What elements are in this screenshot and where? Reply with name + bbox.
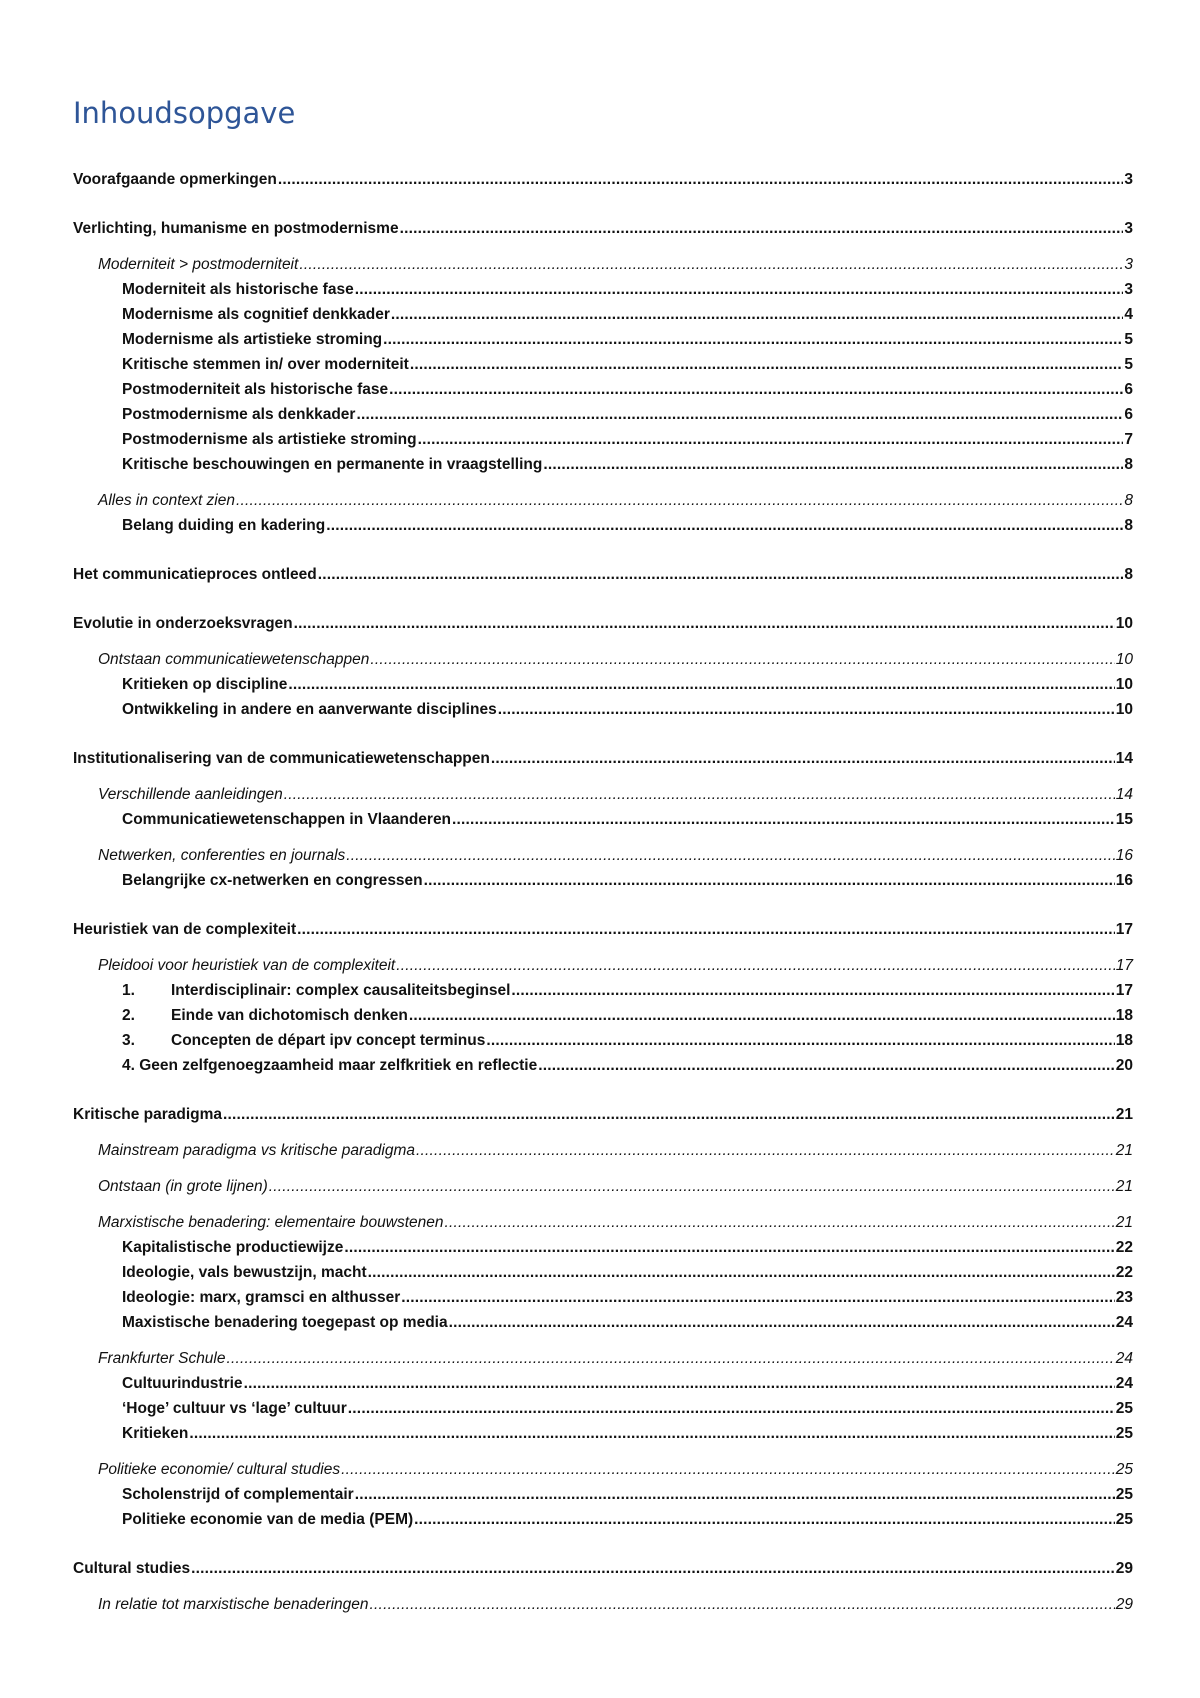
toc-title: Inhoudsopgave — [73, 96, 296, 130]
toc-entry[interactable] — [73, 1482, 1133, 1507]
toc-entry-label: Modernisme als artistieke stroming — [122, 331, 383, 348]
toc-entry[interactable] — [73, 562, 1133, 587]
toc-entry-label: Cultuurindustrie — [122, 1375, 243, 1392]
toc-entry-label: Marxistische benadering: elementaire bouwstenen — [98, 1214, 444, 1231]
toc-entry[interactable] — [73, 452, 1133, 477]
toc-entry[interactable] — [73, 1346, 1133, 1371]
toc-entry-page-number: 6 — [1124, 381, 1133, 398]
toc-entry-label: Belang duiding en kadering — [122, 517, 326, 534]
toc-entry-page-number: 23 — [1115, 1289, 1133, 1306]
dot-leader — [383, 327, 1123, 352]
toc-entry-page-number: 10 — [1115, 615, 1133, 632]
toc-entry-page-number: 8 — [1124, 456, 1133, 473]
toc-entry-label: Verlichting, humanisme en postmodernisme — [73, 220, 399, 237]
dot-leader — [318, 562, 1124, 587]
toc-entry-label: Politieke economie/ cultural studies — [98, 1461, 341, 1478]
document-page — [73, 96, 1133, 1617]
dot-leader — [348, 1396, 1115, 1421]
toc-entry[interactable] — [73, 917, 1133, 942]
toc-entry[interactable] — [73, 1003, 1133, 1028]
toc-entry[interactable] — [73, 782, 1133, 807]
toc-entry[interactable] — [73, 1028, 1133, 1053]
toc-entry-page-number: 8 — [1124, 517, 1133, 534]
dot-leader — [189, 1421, 1114, 1446]
toc-entry-page-number: 25 — [1115, 1400, 1133, 1417]
toc-entry[interactable] — [73, 1285, 1133, 1310]
toc-entry-number: 3. — [122, 1032, 135, 1049]
toc-entry[interactable] — [73, 377, 1133, 402]
dot-leader — [269, 1174, 1115, 1199]
toc-entry[interactable] — [73, 647, 1133, 672]
dot-leader — [400, 216, 1124, 241]
toc-entry-label: Communicatiewetenschappen in Vlaanderen — [122, 811, 452, 828]
toc-entry-page-number: 16 — [1115, 847, 1133, 864]
dot-leader — [424, 868, 1115, 893]
toc-entry-page-number: 16 — [1115, 872, 1133, 889]
toc-entry-label: Ontstaan (in grote lijnen) — [98, 1178, 268, 1195]
toc-entry[interactable] — [73, 216, 1133, 241]
toc-entry-page-number: 10 — [1115, 676, 1133, 693]
toc-entry-label: Heuristiek van de complexiteit — [73, 921, 297, 938]
toc-entry-label: ‘Hoge’ cultuur vs ‘lage’ cultuur — [122, 1400, 347, 1417]
dot-leader — [227, 1346, 1115, 1371]
toc-entry-label: Pleidooi voor heuristiek van de complexiteit — [98, 957, 396, 974]
toc-entry-label — [122, 1003, 408, 1028]
dot-leader — [288, 672, 1114, 697]
toc-entry-page-number: 29 — [1115, 1560, 1133, 1577]
toc-entry[interactable] — [73, 1102, 1133, 1127]
dot-leader — [223, 1102, 1115, 1127]
toc-entry-text: Einde van dichotomisch denken — [171, 1007, 408, 1024]
dot-leader — [297, 917, 1115, 942]
toc-entry[interactable] — [73, 277, 1133, 302]
dot-leader — [355, 1482, 1115, 1507]
toc-entry-page-number: 25 — [1115, 1511, 1133, 1528]
toc-entry[interactable] — [73, 402, 1133, 427]
toc-entry-page-number: 17 — [1115, 921, 1133, 938]
toc-entry-page-number: 22 — [1115, 1239, 1133, 1256]
toc-entry[interactable] — [73, 1507, 1133, 1532]
dot-leader — [344, 1235, 1114, 1260]
toc-entry-page-number: 10 — [1115, 651, 1133, 668]
toc-entry-page-number: 15 — [1115, 811, 1133, 828]
toc-entry-label: Frankfurter Schule — [98, 1350, 226, 1367]
dot-leader — [370, 647, 1114, 672]
toc-entry-page-number: 14 — [1115, 786, 1133, 803]
dot-leader — [391, 302, 1123, 327]
toc-entry[interactable] — [73, 1210, 1133, 1235]
toc-entry[interactable] — [73, 746, 1133, 771]
dot-leader — [356, 402, 1123, 427]
toc-entry-page-number: 21 — [1115, 1178, 1133, 1195]
toc-entry[interactable] — [73, 1457, 1133, 1482]
toc-entry-page-number: 3 — [1124, 171, 1133, 188]
toc-entry-label: Kritische paradigma — [73, 1106, 223, 1123]
toc-entry[interactable] — [73, 427, 1133, 452]
dot-leader — [410, 352, 1124, 377]
dot-leader — [414, 1507, 1115, 1532]
dot-leader — [370, 1592, 1115, 1617]
toc-entry-label: Het communicatieproces ontleed — [73, 566, 317, 583]
dot-leader — [396, 953, 1115, 978]
toc-entry-label: Politieke economie van de media (PEM) — [122, 1511, 414, 1528]
toc-entry-label: Modernisme als cognitief denkkader — [122, 306, 390, 323]
toc-entry[interactable] — [73, 1421, 1133, 1446]
toc-entry-label: Ideologie: marx, gramsci en althusser — [122, 1289, 401, 1306]
toc-entry-label: Ontwikkeling in andere en aanverwante disciplines — [122, 701, 497, 718]
toc-entry-label: Cultural studies — [73, 1560, 191, 1577]
toc-entry-page-number: 21 — [1115, 1214, 1133, 1231]
toc-entry-page-number: 25 — [1115, 1461, 1133, 1478]
toc-entry[interactable] — [73, 1235, 1133, 1260]
toc-entry-label: Ideologie, vals bewustzijn, macht — [122, 1264, 367, 1281]
toc-entry-label: Ontstaan communicatiewetenschappen — [98, 651, 370, 668]
dot-leader — [409, 1003, 1115, 1028]
dot-leader — [498, 697, 1115, 722]
toc-entry-text: Concepten de départ ipv concept terminus — [171, 1032, 486, 1049]
toc-entry-label: Netwerken, conferenties en journals — [98, 847, 346, 864]
dot-leader — [389, 377, 1123, 402]
dot-leader — [341, 1457, 1115, 1482]
toc-entry[interactable] — [73, 302, 1133, 327]
toc-entry-page-number: 18 — [1115, 1007, 1133, 1024]
toc-entry[interactable] — [73, 978, 1133, 1003]
toc-entry[interactable] — [73, 1556, 1133, 1581]
dot-leader — [511, 978, 1114, 1003]
dot-leader — [368, 1260, 1115, 1285]
toc-entry[interactable] — [73, 1260, 1133, 1285]
toc-entry-label: Institutionalisering van de communicatiewetenschappen — [73, 750, 490, 767]
toc-entry-label: Verschillende aanleidingen — [98, 786, 283, 803]
toc-entry-label: Postmodernisme als denkkader — [122, 406, 356, 423]
toc-entry[interactable] — [73, 697, 1133, 722]
dot-leader — [452, 807, 1115, 832]
toc-entry-page-number: 14 — [1115, 750, 1133, 767]
toc-entry-page-number: 8 — [1124, 492, 1133, 509]
dot-leader — [416, 1138, 1115, 1163]
dot-leader — [355, 277, 1124, 302]
dot-leader — [449, 1310, 1115, 1335]
toc-entry-page-number: 21 — [1115, 1142, 1133, 1159]
dot-leader — [299, 252, 1123, 277]
toc-entry-label: Moderniteit > postmoderniteit — [98, 256, 299, 273]
toc-entry-page-number: 3 — [1124, 220, 1133, 237]
toc-entry[interactable] — [73, 672, 1133, 697]
toc-entry[interactable] — [73, 1138, 1133, 1163]
toc-entry-label: Belangrijke cx-netwerken en congressen — [122, 872, 423, 889]
toc-entry-text: Interdisciplinair: complex causaliteitsbeginsel — [171, 982, 511, 999]
dot-leader — [294, 611, 1115, 636]
toc-entry-page-number: 25 — [1115, 1486, 1133, 1503]
toc-entry-number: 2. — [122, 1007, 135, 1024]
dot-leader — [326, 513, 1123, 538]
dot-leader — [401, 1285, 1115, 1310]
toc-entry-page-number: 22 — [1115, 1264, 1133, 1281]
toc-entry-page-number: 17 — [1115, 982, 1133, 999]
toc-entry-page-number: 25 — [1115, 1425, 1133, 1442]
toc-entry[interactable] — [73, 807, 1133, 832]
toc-entry[interactable] — [73, 1310, 1133, 1335]
dot-leader — [418, 427, 1124, 452]
toc-entry-page-number: 3 — [1124, 256, 1133, 273]
toc-entry[interactable] — [73, 1053, 1133, 1078]
toc-entry-label: Postmodernisme als artistieke stroming — [122, 431, 417, 448]
dot-leader — [346, 843, 1114, 868]
toc-entry[interactable] — [73, 1371, 1133, 1396]
toc-entry[interactable] — [73, 488, 1133, 513]
toc-entry-page-number: 3 — [1124, 281, 1133, 298]
toc-entry-label: Kritische stemmen in/ over moderniteit — [122, 356, 409, 373]
toc-entry-page-number: 21 — [1115, 1106, 1133, 1123]
toc-entry-page-number: 8 — [1124, 566, 1133, 583]
toc-entry-page-number: 18 — [1115, 1032, 1133, 1049]
toc-entry-page-number: 24 — [1115, 1375, 1133, 1392]
toc-entry-label: Scholenstrijd of complementair — [122, 1486, 354, 1503]
dot-leader — [191, 1556, 1115, 1581]
toc-entry[interactable] — [73, 1174, 1133, 1199]
toc-entry-page-number: 4 — [1124, 306, 1133, 323]
toc-entry-label: In relatie tot marxistische benaderingen — [98, 1596, 369, 1613]
dot-leader — [284, 782, 1115, 807]
toc-entry-page-number: 24 — [1115, 1350, 1133, 1367]
toc-entry-label: Mainstream paradigma vs kritische paradigma — [98, 1142, 416, 1159]
toc-entry-number: 1. — [122, 982, 135, 999]
toc-entry-page-number: 5 — [1124, 331, 1133, 348]
dot-leader — [486, 1028, 1114, 1053]
toc-entry[interactable] — [73, 868, 1133, 893]
dot-leader — [236, 488, 1123, 513]
dot-leader — [278, 167, 1124, 192]
toc-entry[interactable] — [73, 843, 1133, 868]
toc-entry-label: Kritieken — [122, 1425, 189, 1442]
toc-entry-label: Voorafgaande opmerkingen — [73, 171, 277, 188]
dot-leader — [543, 452, 1123, 477]
dot-leader — [491, 746, 1115, 771]
toc-entry[interactable] — [73, 513, 1133, 538]
toc-entry[interactable] — [73, 352, 1133, 377]
toc-list — [73, 167, 1133, 1617]
toc-entry-page-number: 29 — [1115, 1596, 1133, 1613]
toc-entry-page-number: 5 — [1124, 356, 1133, 373]
toc-entry-page-number: 20 — [1115, 1057, 1133, 1074]
toc-entry[interactable] — [73, 1396, 1133, 1421]
toc-entry-label: Kritische beschouwingen en permanente in vraagstelling — [122, 456, 543, 473]
toc-entry-label — [122, 1028, 485, 1053]
toc-entry-label: 4. Geen zelfgenoegzaamheid maar zelfkritiek en reflectie — [122, 1057, 538, 1074]
toc-entry[interactable] — [73, 167, 1133, 192]
toc-entry[interactable] — [73, 1592, 1133, 1617]
toc-entry-label: Postmoderniteit als historische fase — [122, 381, 389, 398]
toc-entry[interactable] — [73, 611, 1133, 636]
toc-entry-page-number: 7 — [1124, 431, 1133, 448]
toc-entry-label: Kritieken op discipline — [122, 676, 288, 693]
toc-entry[interactable] — [73, 953, 1133, 978]
toc-entry-label: Alles in context zien — [98, 492, 235, 509]
toc-entry-page-number: 10 — [1115, 701, 1133, 718]
toc-entry-label: Moderniteit als historische fase — [122, 281, 354, 298]
toc-entry[interactable] — [73, 252, 1133, 277]
toc-entry-label — [122, 978, 510, 1003]
toc-entry-page-number: 24 — [1115, 1314, 1133, 1331]
toc-entry-page-number: 6 — [1124, 406, 1133, 423]
toc-entry-label: Evolutie in onderzoeksvragen — [73, 615, 293, 632]
dot-leader — [445, 1210, 1115, 1235]
dot-leader — [244, 1371, 1115, 1396]
toc-entry-label: Kapitalistische productiewijze — [122, 1239, 344, 1256]
dot-leader — [538, 1053, 1115, 1078]
toc-entry-label: Maxistische benadering toegepast op media — [122, 1314, 448, 1331]
toc-entry-page-number: 17 — [1115, 957, 1133, 974]
toc-entry[interactable] — [73, 327, 1133, 352]
